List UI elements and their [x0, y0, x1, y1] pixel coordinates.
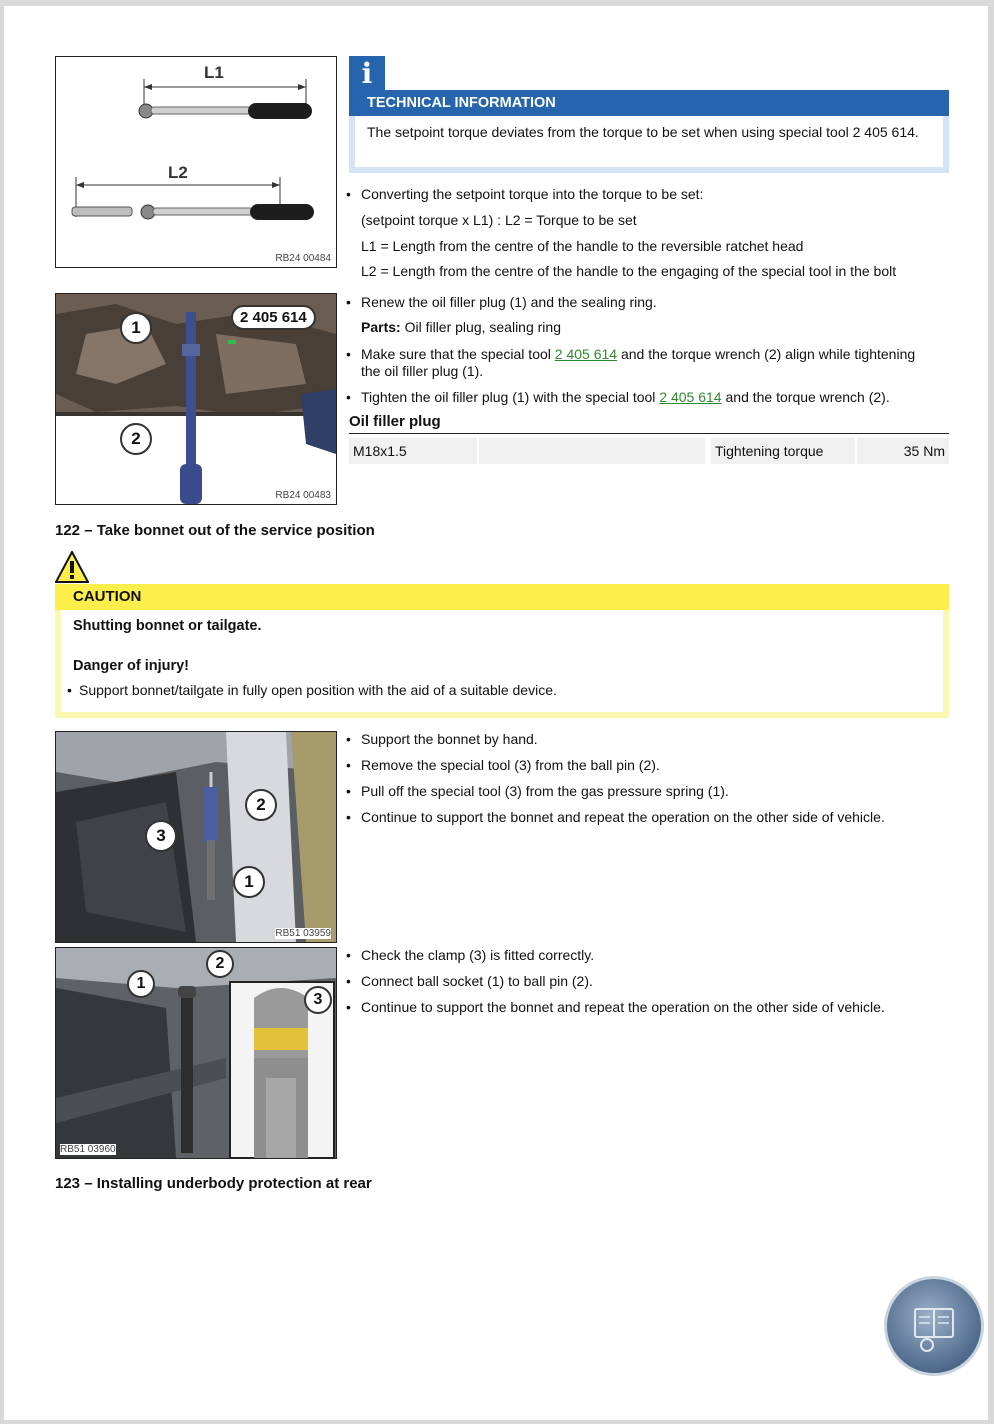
ball-socket-photo: [56, 948, 336, 1158]
technical-information-box: [349, 56, 949, 173]
parts-value: Oil filler plug, sealing ring: [404, 319, 561, 335]
bullet-text: Tighten the oil filler plug (1) with the special tool: [361, 389, 656, 405]
figure-code: RB51 03959: [275, 928, 331, 939]
section-122-title: 122 – Take bonnet out of the service position: [55, 522, 375, 539]
callout-1: 1: [127, 970, 155, 998]
caution-line-1: Shutting bonnet or tailgate.: [73, 618, 262, 634]
callout-2: 2: [245, 789, 277, 821]
figure-code: RB24 00484: [275, 253, 331, 264]
special-tool-link[interactable]: 2 405 614: [659, 389, 722, 405]
manual-page: [4, 6, 988, 1420]
callout-3: 3: [304, 986, 332, 1014]
label-l1: L1: [204, 63, 224, 82]
label-l2: L2: [168, 163, 188, 182]
bullet-text: Remove the special tool (3) from the ball pin (2).: [361, 757, 660, 773]
figure-code: RB51 03960: [60, 1144, 116, 1155]
caution-body: [55, 610, 949, 718]
callout-1: 1: [233, 866, 265, 898]
bullet-step-c-3: • Continue to support the bonnet and repeat the operation on the other side of vehicle.: [346, 999, 885, 1015]
torque-label: Tightening torque: [715, 443, 824, 459]
bullet-step-b-1: • Support the bonnet by hand.: [346, 731, 538, 747]
bullet-text: Pull off the special tool (3) from the gas pressure spring (1).: [361, 783, 729, 799]
caution-heading: CAUTION: [55, 584, 949, 610]
gas-spring-photo: [56, 732, 336, 942]
technical-information-heading: TECHNICAL INFORMATION: [349, 90, 949, 116]
caution-bullet: • Support bonnet/tailgate in fully open position with the aid of a suitable device.: [67, 682, 557, 698]
bullet-tighten: • Tighten the oil filler plug (1) with the special tool 2 405 614 and the torque wrench (2).: [346, 389, 890, 405]
warning-icon: [55, 551, 89, 588]
bullet-text: and the torque wrench (2) align while tightening: [620, 346, 916, 362]
formula-text: (setpoint torque x L1) : L2 = Torque to be set: [361, 212, 637, 228]
info-icon: i: [349, 56, 385, 92]
bullet-text: Make sure that the special tool: [361, 346, 551, 362]
bullet-step-b-3: • Pull off the special tool (3) from the gas pressure spring (1).: [346, 783, 729, 799]
torque-table-title: Oil filler plug: [349, 413, 441, 430]
thread-size: M18x1.5: [353, 443, 407, 459]
bullet-text: Check the clamp (3) is fitted correctly.: [361, 947, 595, 963]
figure-gas-spring-tool: [55, 731, 337, 943]
torque-label-cell: [711, 438, 855, 464]
callout-2: 2: [206, 950, 234, 978]
bullet-text: Continue to support the bonnet and repeat the operation on the other side of vehicle.: [361, 999, 885, 1015]
manual-book-icon: [884, 1276, 984, 1376]
l2-definition: L2 = Length from the centre of the handle to the engaging of the special tool in the bolt: [361, 263, 897, 279]
bullet-step-c-1: • Check the clamp (3) is fitted correctly.: [346, 947, 595, 963]
tool-number-tag: 2 405 614: [231, 305, 316, 330]
torque-thread-cell: [349, 438, 477, 464]
torque-table-rule: [349, 433, 949, 434]
torque-spacer-cell: [479, 438, 705, 464]
bullet-text: Connect ball socket (1) to ball pin (2).: [361, 973, 593, 989]
bullet-make-sure: • Make sure that the special tool 2 405 614 and the torque wrench (2) align while tightening the oil filler plug (1).: [346, 346, 916, 379]
special-tool-link[interactable]: 2 405 614: [554, 346, 618, 362]
bullet-text: Support the bonnet by hand.: [361, 731, 538, 747]
torque-wrench-illustration: [56, 57, 336, 267]
callout-3: 3: [145, 820, 177, 852]
bullet-text: and the torque wrench (2).: [725, 389, 890, 405]
l1-definition: L1 = Length from the centre of the handle to the reversible ratchet head: [361, 238, 804, 254]
parts-line: [361, 319, 561, 336]
technical-information-text: The setpoint torque deviates from the torque to be set when using special tool 2 405 614.: [349, 116, 949, 173]
bullet-step-b-2: • Remove the special tool (3) from the ball pin (2).: [346, 757, 660, 773]
bullet-converting: • Converting the setpoint torque into the torque to be set:: [346, 186, 704, 202]
bullet-text: Continue to support the bonnet and repeat the operation on the other side of vehicle.: [361, 809, 885, 825]
bullet-renew-plug: • Renew the oil filler plug (1) and the sealing ring.: [346, 294, 657, 310]
figure-code: RB24 00483: [275, 490, 331, 501]
bullet-step-c-2: • Connect ball socket (1) to ball pin (2).: [346, 973, 593, 989]
bullet-step-b-4: • Continue to support the bonnet and repeat the operation on the other side of vehicle.: [346, 809, 885, 825]
bullet-text: Converting the setpoint torque into the torque to be set:: [361, 186, 704, 202]
figure-torque-wrench-lengths: [55, 56, 337, 268]
bullet-text: Renew the oil filler plug (1) and the sealing ring.: [361, 294, 657, 310]
torque-value-cell: [857, 438, 949, 464]
parts-label: Parts:: [361, 319, 401, 335]
figure-oil-filler-plug: [55, 293, 337, 505]
bullet-text: the oil filler plug (1).: [361, 363, 484, 379]
callout-1: 1: [120, 312, 152, 344]
section-123-title: 123 – Installing underbody protection at rear: [55, 1175, 372, 1192]
callout-2: 2: [120, 423, 152, 455]
caution-line-2: Danger of injury!: [73, 658, 190, 674]
torque-value: 35 Nm: [903, 443, 945, 459]
figure-ball-socket: [55, 947, 337, 1159]
caution-bullet-text: Support bonnet/tailgate in fully open position with the aid of a suitable device.: [79, 682, 557, 698]
